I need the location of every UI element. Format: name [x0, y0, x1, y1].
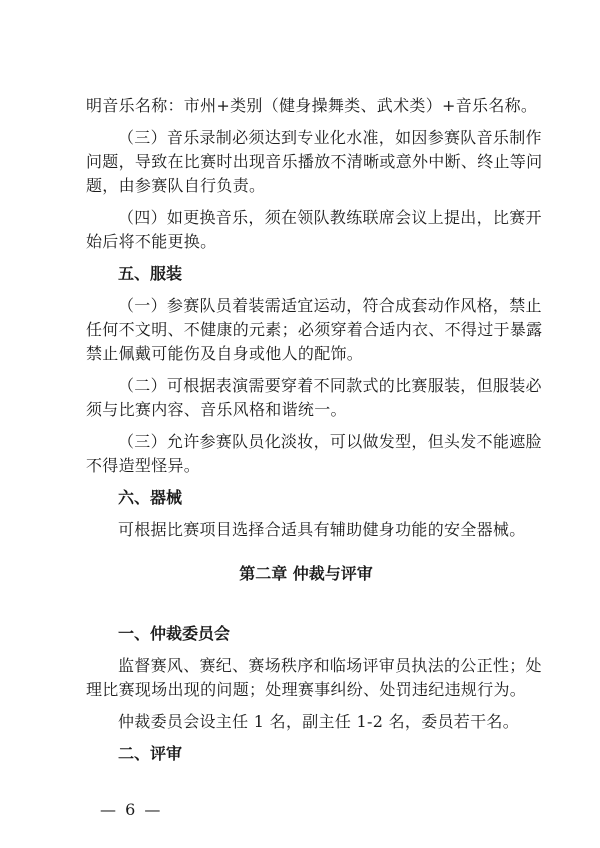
page-number: — 6 —	[100, 800, 163, 819]
text-line: （一）参赛队员着装需适宜运动，符合成套动作风格，禁止	[118, 296, 542, 315]
text-line: 禁止佩戴可能伤及自身或他人的配饰。	[86, 344, 364, 363]
text-line: （三）允许参赛队员化淡妆，可以做发型，但头发不能遮脸	[118, 432, 542, 451]
text-line: 理比赛现场出现的问题；处理赛事纠纷、处罚违纪违规行为。	[86, 680, 527, 699]
paragraph-music-name	[86, 94, 538, 118]
document-page	[86, 94, 543, 774]
paragraph-music-recording	[86, 126, 543, 198]
text-line: 仲裁委员会设主任 1 名，副主任 1-2 名，委员若干名。	[118, 712, 519, 731]
paragraph-arbitration-duty	[86, 654, 542, 702]
section-heading-arbitration: 一、仲裁委员会	[118, 624, 231, 643]
text-line: （四）如更换音乐，须在领队教练联席会议上提出，比赛开	[118, 208, 542, 227]
text-line: 题，由参赛队自行负责。	[86, 176, 266, 195]
paragraph-arbitration-members	[86, 710, 526, 734]
section-heading-equipment: 六、器械	[118, 488, 183, 507]
paragraph-equipment	[86, 518, 526, 542]
text-line: 须与比赛内容、音乐风格和谐统一。	[86, 400, 347, 419]
text-line: 可根据比赛项目选择合适具有辅助健身功能的安全器械。	[118, 520, 526, 539]
section-heading-judging: 二、评审	[118, 744, 183, 763]
text-line: 明音乐名称：市州+类别（健身操舞类、武术类）+音乐名称。	[86, 96, 538, 115]
text-line: （二）可根据表演需要穿着不同款式的比赛服装，但服装必	[118, 376, 542, 395]
text-line: 监督赛风、赛纪、赛场秩序和临场评审员执法的公正性；处	[118, 656, 542, 675]
section-heading-costume: 五、服装	[118, 264, 183, 283]
paragraph-costume-3	[86, 430, 542, 478]
paragraph-music-change	[86, 206, 542, 254]
text-line: （三）音乐录制必须达到专业化水准，如因参赛队音乐制作	[118, 128, 542, 147]
text-line: 任何不文明、不健康的元素；必须穿着合适内衣、不得过于暴露	[86, 320, 543, 339]
paragraph-costume-1	[86, 294, 543, 366]
text-line: 始后将不能更换。	[86, 232, 217, 251]
paragraph-costume-2	[86, 374, 542, 422]
text-line: 问题，导致在比赛时出现音乐播放不清晰或意外中断、终止等问	[86, 152, 543, 171]
chapter-title: 第二章 仲裁与评审	[239, 564, 373, 583]
text-line: 不得造型怪异。	[86, 456, 201, 475]
